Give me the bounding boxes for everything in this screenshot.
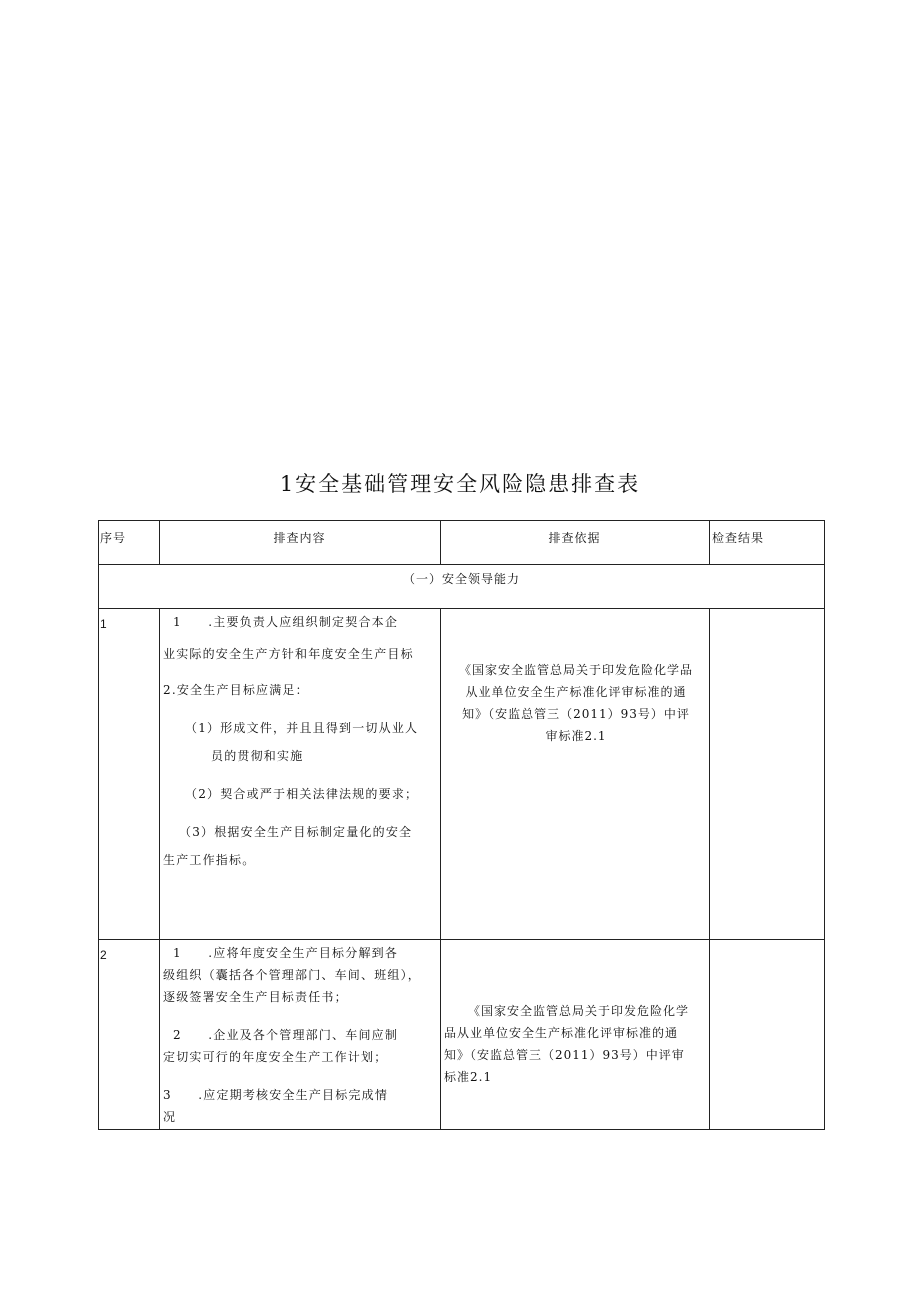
- table-border-right: [824, 520, 825, 1130]
- row-divider: [98, 608, 825, 609]
- row-1-basis: [444, 659, 708, 747]
- row-2-seq: 2: [100, 948, 107, 962]
- content-line: 1 .应将年度安全生产目标分解到各: [173, 946, 399, 960]
- basis-line: 知》（安监总管三（2011）93号）中评审: [444, 1048, 685, 1062]
- row-divider: [98, 939, 825, 940]
- basis-line: 审标准2.1: [545, 729, 607, 743]
- content-line: 定切实可行的年度安全生产工作计划；: [163, 1050, 388, 1064]
- table-border-bottom: [98, 1129, 825, 1130]
- row-2-content: [163, 942, 441, 1128]
- content-line: 级组织（囊括各个管理部门、车间、班组），: [163, 968, 422, 982]
- content-line: 2.安全生产目标应满足：: [163, 683, 309, 697]
- basis-line: 从业单位安全生产标准化评审标准的通: [465, 685, 687, 699]
- basis-line: 《国家安全监管总局关于印发危险化学: [468, 1004, 690, 1018]
- basis-line: 知》（安监总管三（2011）93号）中评: [462, 707, 690, 721]
- content-line: 2 .企业及各个管理部门、车间应制: [173, 1028, 399, 1042]
- header-basis: 排查依据: [548, 531, 601, 545]
- content-line: 业实际的安全生产方针和年度安全生产目标: [163, 647, 414, 661]
- content-line: 生产工作指标。: [163, 853, 256, 867]
- row-1-content: [163, 611, 441, 937]
- table-border-top: [98, 520, 825, 521]
- inspection-table: [98, 520, 825, 1130]
- content-line: （3）根据安全生产目标制定量化的安全: [179, 825, 413, 839]
- col-divider: [709, 608, 710, 1130]
- header-seq: 序号: [100, 531, 127, 545]
- section-title: （一）安全领导能力: [402, 572, 520, 586]
- content-line: （2）契合或严于相关法律法规的要求；: [185, 787, 419, 801]
- header-result: 检查结果: [712, 531, 765, 545]
- basis-line: 标准2.1: [444, 1070, 493, 1084]
- col-divider: [709, 520, 710, 565]
- basis-line: 品从业单位安全生产标准化评审标准的通: [444, 1026, 679, 1040]
- basis-line: 《国家安全监管总局关于印发危险化学品: [458, 663, 693, 677]
- content-line: 员的贯彻和实施: [211, 749, 304, 763]
- content-line: 况: [163, 1110, 177, 1124]
- col-divider: [159, 608, 160, 1130]
- content-line: 1 .主要负责人应组织制定契合本企: [173, 615, 399, 629]
- header-content: 排查内容: [273, 531, 326, 545]
- row-divider: [98, 564, 825, 565]
- row-1-seq: 1: [100, 617, 107, 631]
- table-border-left: [98, 520, 99, 1130]
- content-line: 逐级签署安全生产目标责任书；: [163, 990, 348, 1004]
- content-line: 3 .应定期考核安全生产目标完成情: [163, 1088, 389, 1102]
- row-2-basis: [444, 1000, 708, 1088]
- content-line: （1）形成文件，并且且得到一切从业人: [185, 721, 419, 735]
- page-title: 1安全基础管理安全风险隐患排查表: [279, 472, 641, 496]
